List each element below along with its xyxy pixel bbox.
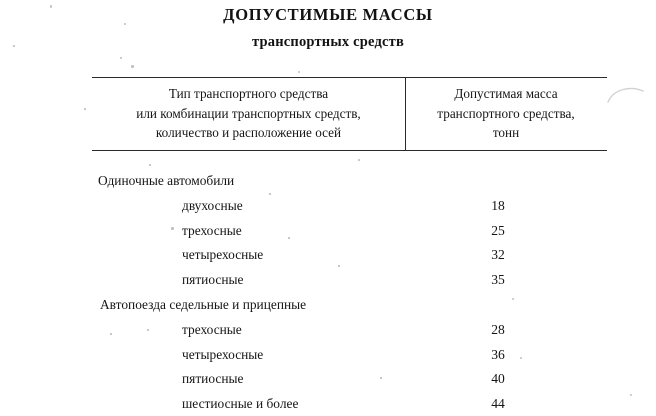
row-label: трехосные <box>182 222 242 238</box>
table-row <box>92 392 607 416</box>
row-label: шестиосные и более <box>182 395 299 411</box>
table-body <box>92 151 607 416</box>
row-value: 40 <box>491 371 505 387</box>
table-row <box>92 318 607 343</box>
scan-speck <box>120 57 122 59</box>
scan-speck <box>298 71 300 73</box>
vehicle-type-header-line-1: Тип транспортного средства <box>168 86 329 102</box>
table-group <box>92 169 607 292</box>
table-row <box>92 343 607 368</box>
title-block <box>0 4 656 52</box>
row-value: 32 <box>491 247 505 263</box>
row-value: 18 <box>491 197 505 213</box>
allowable-mass-table <box>92 77 607 416</box>
row-label: двухосные <box>182 197 243 213</box>
group-title: Одиночные автомобили <box>98 173 235 189</box>
row-label: четырехосные <box>182 247 264 263</box>
scan-speck <box>84 108 86 110</box>
allowable-mass-header-line-3: тонн <box>492 125 520 141</box>
row-value: 25 <box>491 222 505 238</box>
row-value: 36 <box>491 346 505 362</box>
row-value: 28 <box>491 321 505 337</box>
page-title: ДОПУСТИМЫЕ МАССЫ <box>223 5 433 24</box>
table-row <box>92 367 607 392</box>
row-value: 44 <box>491 395 505 411</box>
table-header-row <box>92 78 607 150</box>
row-label: пятиосные <box>182 371 244 387</box>
page-subtitle: транспортных средств <box>251 34 405 50</box>
table-group <box>92 293 607 416</box>
row-label: четырехосные <box>182 346 264 362</box>
table-row <box>92 194 607 219</box>
vehicle-type-header-line-2: или комбинации транспортных средств, <box>136 105 361 121</box>
row-label: пятиосные <box>182 271 244 287</box>
allowable-mass-header-line-2: транспортного средства, <box>437 105 575 121</box>
scan-speck <box>131 65 134 68</box>
vehicle-type-header-line-3: количество и расположение осей <box>155 125 342 141</box>
row-label: трехосные <box>182 321 242 337</box>
group-title: Автопоезда седельные и прицепные <box>100 297 307 313</box>
scan-curve-artifact <box>606 84 646 106</box>
column-header-vehicle-type <box>92 84 405 143</box>
column-header-allowable-mass <box>405 84 607 143</box>
table-row <box>92 268 607 293</box>
allowable-mass-header-line-1: Допустимая масса <box>454 86 558 102</box>
table-row <box>92 219 607 244</box>
table-row <box>92 243 607 268</box>
scan-speck <box>630 394 632 396</box>
header-column-divider <box>405 78 406 150</box>
row-value: 35 <box>491 271 505 287</box>
